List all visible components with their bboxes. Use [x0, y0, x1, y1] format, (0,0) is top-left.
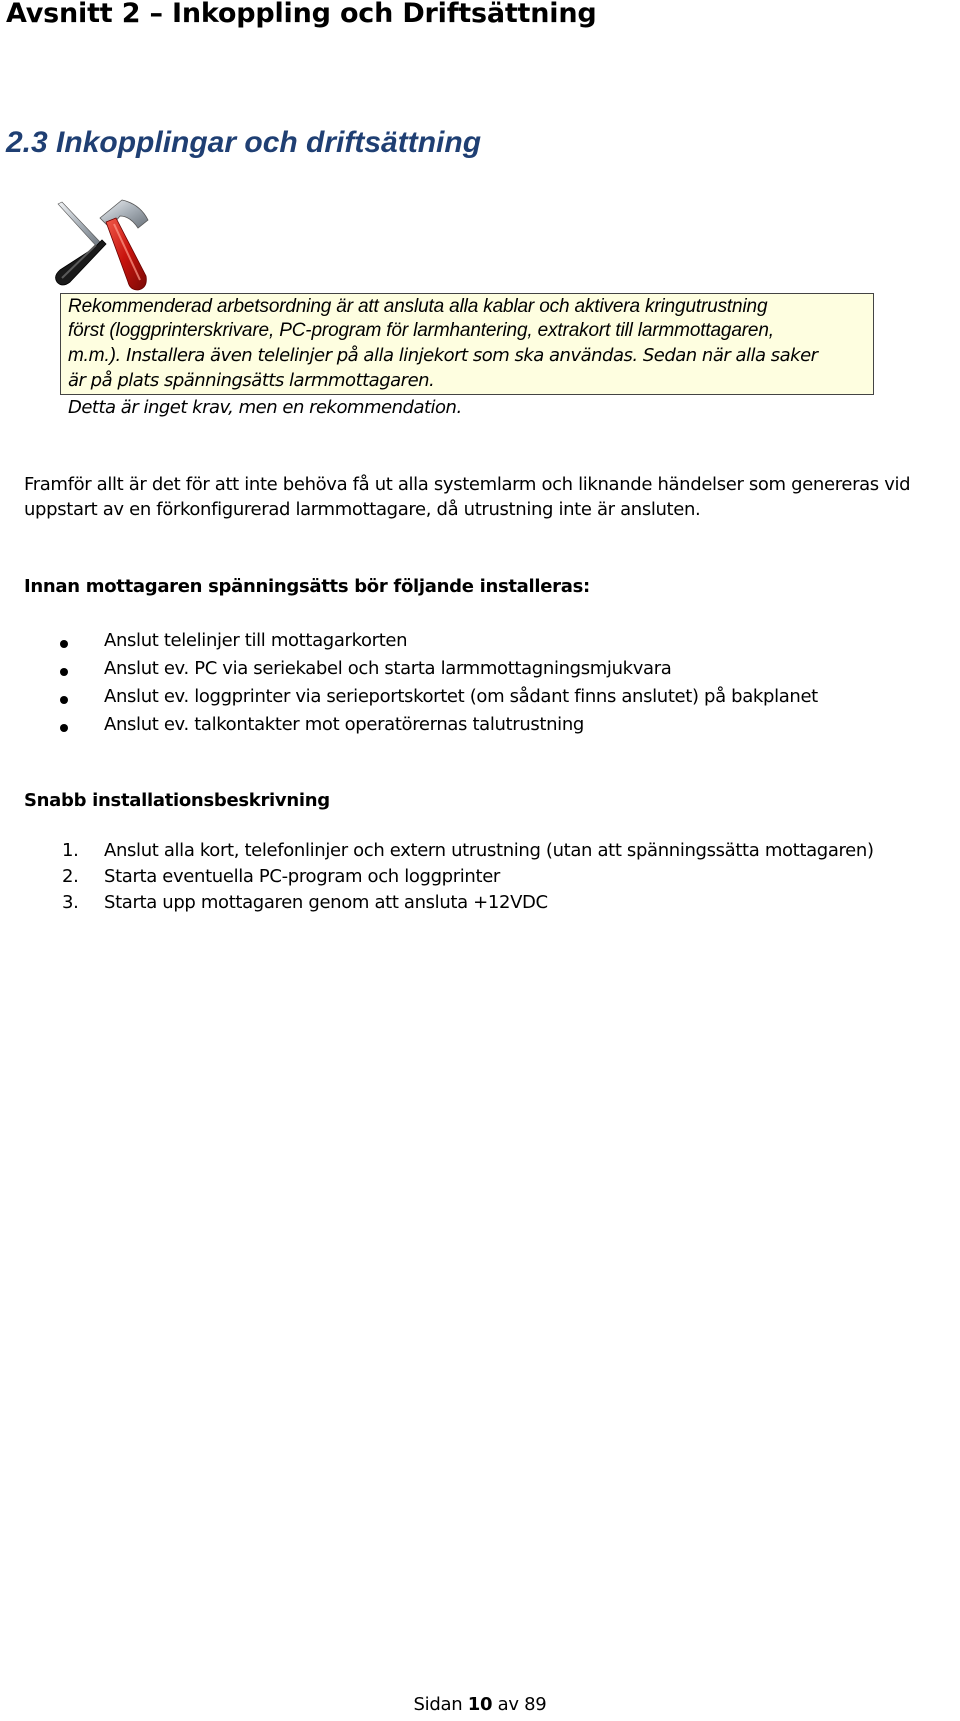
page-number: 10 — [467, 1694, 493, 1715]
note-line-4: är på plats spänningsätts larmmottagaren. — [68, 370, 435, 391]
note-line-1: Rekommenderad arbetsordning är att ansluta alla kablar och aktivera kringutrustning — [68, 296, 768, 317]
section-title-name: – Inkoppling och Driftsättning — [140, 0, 597, 29]
quick-install-heading: Snabb installationsbeskrivning — [24, 790, 330, 811]
before-power-heading: Innan mottagaren spänningsätts bör följande installeras: — [24, 576, 590, 597]
note-line-2: först (loggprinterskrivare, PC-program för larmhantering, extrakort till larmmottagaren, — [68, 320, 774, 341]
screwdriver-hammer-icon — [52, 198, 152, 294]
list-item-text: Anslut ev. PC via seriekabel och starta larmmottagningsmjukvara — [104, 658, 672, 679]
section-title — [6, 0, 596, 29]
bullet-icon — [60, 640, 68, 648]
note-line-5: Detta är inget krav, men en rekommendation. — [68, 397, 462, 418]
step-text: Starta eventuella PC-program och loggprinter — [104, 866, 500, 887]
note-line-3 — [68, 345, 818, 367]
footer-prefix: Sidan — [413, 1694, 468, 1715]
intro-paragraph-line-2: uppstart av en förkonfigurerad larmmottagare, då utrustning inte är ansluten. — [24, 499, 701, 520]
step-text: Anslut alla kort, telefonlinjer och extern utrustning (utan att spänningssätta mottagaren) — [104, 840, 874, 861]
list-item-text: Anslut ev. talkontakter mot operatörernas talutrustning — [104, 714, 584, 735]
step-number: 2. — [62, 866, 79, 887]
intro-paragraph-line-1: Framför allt är det för att inte behöva få ut alla systemlarm och liknande händelser som genereras vid — [24, 474, 911, 495]
list-item-text: Anslut telelinjer till mottagarkorten — [104, 630, 408, 651]
bullet-icon — [60, 724, 68, 732]
subsection-heading: 2.3 Inkopplingar och driftsättning — [6, 126, 482, 159]
step-number: 1. — [62, 840, 79, 861]
section-title-number: Avsnitt 2 — [6, 0, 141, 29]
footer-total: av 89 — [492, 1694, 547, 1715]
list-item-text: Anslut ev. loggprinter via serieportskortet (om sådant finns anslutet) på bakplanet — [104, 686, 818, 707]
step-number: 3. — [62, 892, 79, 913]
step-text: Starta upp mottagaren genom att ansluta +12VDC — [104, 892, 548, 913]
bullet-icon — [60, 696, 68, 704]
page-footer — [0, 1694, 960, 1715]
note-line-3-rest: Installera även telelinjer på alla linjekort som ska användas. Sedan när alla saker — [120, 345, 818, 366]
bullet-icon — [60, 668, 68, 676]
note-line-3-start: m.m.). — [68, 345, 121, 366]
